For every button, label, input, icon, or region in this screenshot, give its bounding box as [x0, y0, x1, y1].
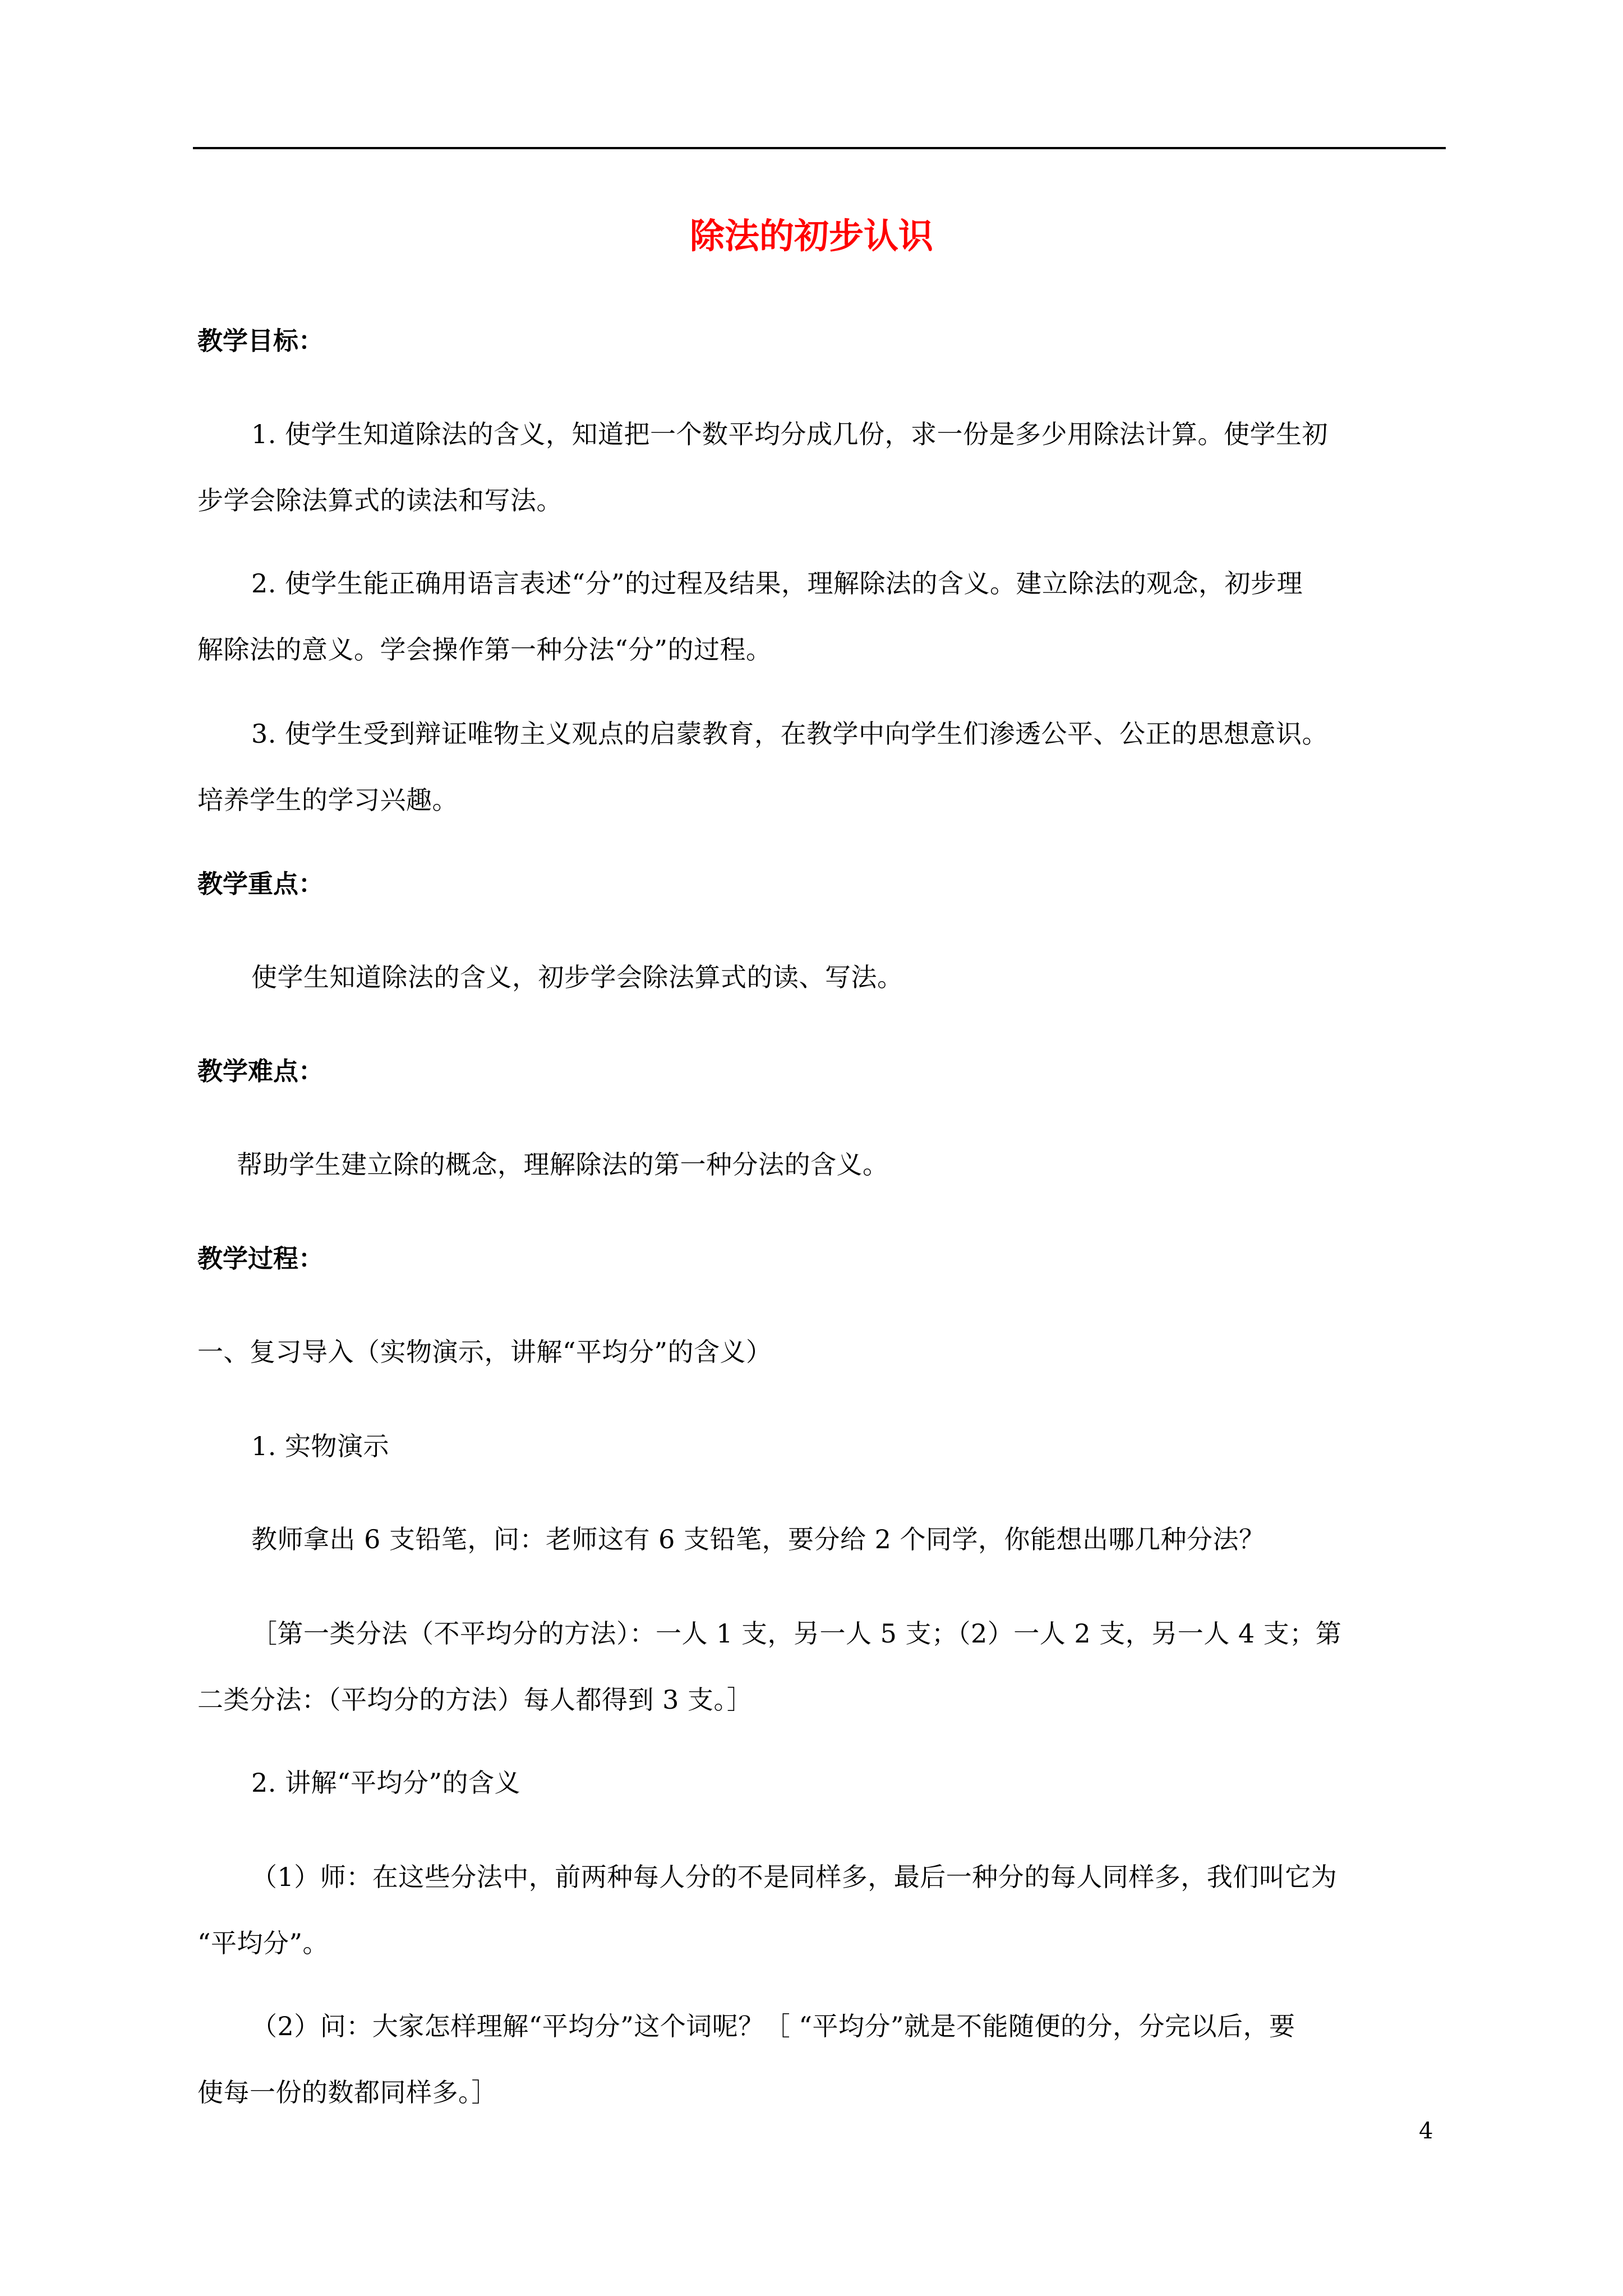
- step-1-answer: [197, 1617, 1501, 1715]
- step-1-answer-line-1: ［第一类分法（不平均分的方法）：一人 1 支，另一人 5 支；（2）一人 2 支，另一人 4 支；第: [251, 1618, 1342, 1649]
- step-2-item-2-line-2: 使每一份的数都同样多。］: [197, 2077, 497, 2108]
- key-points-line: 使学生知道除法的含义，初步学会除法算式的读、写法。: [251, 962, 903, 992]
- step-1-answer-line-2: 二类分法：（平均分的方法）每人都得到 3 支。］: [197, 1685, 753, 1715]
- header-rule: [193, 147, 1446, 149]
- step-2-item-2-line-1: （2）问：大家怎样理解“平均分”这个词呢？［ “平均分”就是不能随便的分，分完以后，要: [251, 2011, 1295, 2041]
- step-2-item-2: [197, 2009, 1501, 2108]
- goal-1: [197, 417, 1501, 516]
- difficulties-text: [237, 1148, 1486, 1181]
- process-part-1-line: 一、复习导入（实物演示，讲解“平均分”的含义）: [197, 1337, 772, 1367]
- step-1-heading: [251, 1429, 1501, 1463]
- heading-key-points: 教学重点：: [197, 869, 324, 899]
- goal-2: [197, 567, 1501, 665]
- heading-teaching-process: 教学过程：: [197, 1244, 324, 1273]
- difficulties-line: 帮助学生建立除的概念，理解除法的第一种分法的含义。: [237, 1149, 889, 1180]
- step-2-item-1-line-1: （1）师：在这些分法中，前两种每人分的不是同样多，最后一种分的每人同样多，我们叫它为: [251, 1862, 1338, 1892]
- goal-1-line-1: 1. 使学生知道除法的含义，知道把一个数平均分成几份，求一份是多少用除法计算。使学生初: [251, 419, 1329, 449]
- goal-2-line-2: 解除法的意义。学会操作第一种分法“分”的过程。: [197, 634, 772, 665]
- step-1-line: 1. 实物演示: [251, 1431, 390, 1461]
- process-part-1: [197, 1335, 1447, 1369]
- goal-3-line-2: 培养学生的学习兴趣。: [197, 785, 458, 815]
- goal-3: [197, 717, 1501, 815]
- step-2-line: 2. 讲解“平均分”的含义: [251, 1768, 521, 1798]
- step-2-item-1: [197, 1860, 1501, 1958]
- step-2-heading: [251, 1766, 1501, 1800]
- heading-difficulties: 教学难点：: [197, 1056, 324, 1086]
- step-1-text: [251, 1522, 1501, 1556]
- page-number: 4: [1419, 2118, 1433, 2144]
- page-title: 除法的初步认识: [689, 215, 933, 256]
- goal-1-line-2: 步学会除法算式的读法和写法。: [197, 485, 562, 516]
- goal-3-line-1: 3. 使学生受到辩证唯物主义观点的启蒙教育，在教学中向学生们渗透公平、公正的思想意识。: [251, 719, 1329, 749]
- step-1-text-line: 教师拿出 6 支铅笔，问：老师这有 6 支铅笔，要分给 2 个同学，你能想出哪几种分法？: [251, 1524, 1265, 1554]
- goal-2-line-1: 2. 使学生能正确用语言表述“分”的过程及结果，理解除法的含义。建立除法的观念，初步理: [251, 568, 1303, 599]
- step-2-item-1-line-2: “平均分”。: [197, 1928, 329, 1958]
- key-points-text: [251, 960, 1501, 994]
- heading-teaching-goals: 教学目标：: [197, 326, 324, 356]
